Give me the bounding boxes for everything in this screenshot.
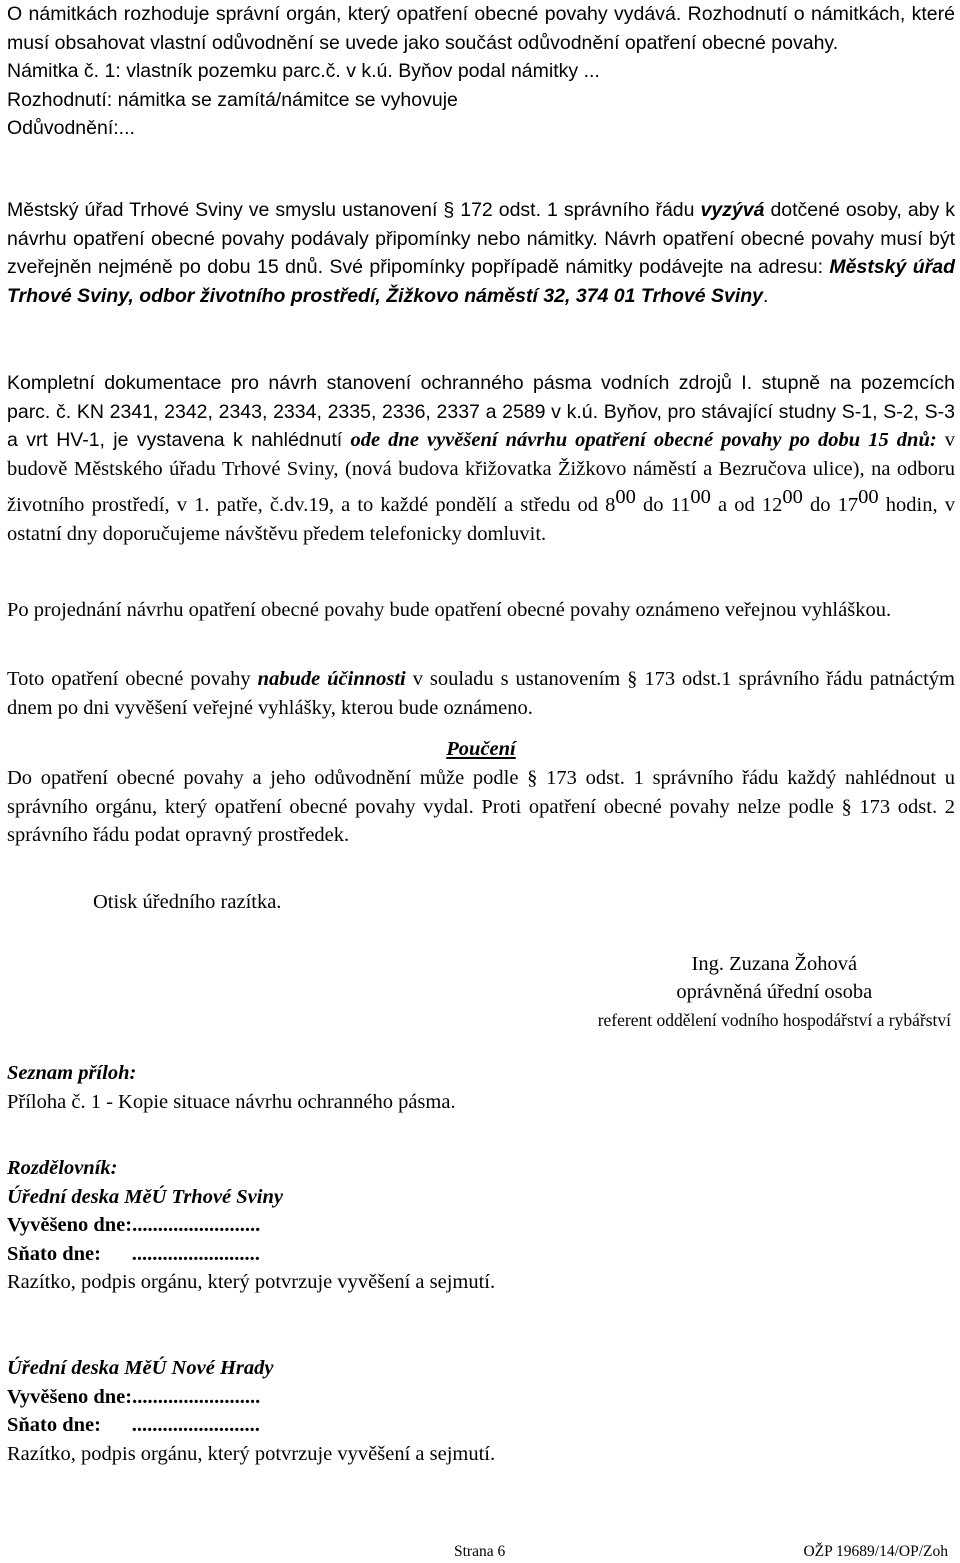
board-name: Úřední deska MěÚ Nové Hrady [7, 1357, 274, 1379]
publication-paragraph: Po projednání návrhu opatření obecné povahy bude opatření obecné povahy oznámeno veřejnou vyhláškou. [7, 599, 892, 621]
page-number: Strana 6 [454, 1543, 506, 1560]
stamp-note: Razítko, podpis orgánu, který potvrzuje vyvěšení a sejmutí. [7, 1271, 496, 1294]
text-run: do 11 [635, 494, 691, 517]
text-run: Městský úřad Trhové Sviny ve smyslu ustanovení § 172 odst. 1 správního řádu [7, 199, 701, 221]
attachments-section [7, 1059, 955, 1116]
distribution-board-2 [7, 1354, 955, 1468]
posted-date-line: Vyvěšeno dne:......................... [7, 1385, 261, 1408]
removed-date-line: Sňato dne: ......................... [7, 1414, 260, 1437]
text-run: hodin, v ostatní dny doporučujeme návštěvu předem telefonicky domluvit. [7, 494, 955, 545]
instruction-heading-text: Poučení [446, 738, 516, 760]
attachment-item: Příloha č. 1 - Kopie situace návrhu ochranného pásma. [7, 1090, 456, 1113]
removed-date-line: Sňato dne: ......................... [7, 1242, 260, 1265]
stamp-note: Razítko, podpis orgánu, který potvrzuje vyvěšení a sejmutí. [7, 1442, 496, 1465]
instruction-paragraph: Do opatření obecné povahy a jeho odůvodnění může podle § 173 odst. 1 správního řádu každý nahlédnout u správního orgánu, který opatření obecné povahy vydal. Proti opatření obecné povahy nelze podle § 173 odst. 2 správního řádu podat opravný prostředek. [7, 767, 955, 847]
objection-rules-paragraph: O námitkách rozhoduje správní orgán, který opatření obecné povahy vydává. Rozhodnutí o námitkách, které musí obsahovat vlastní odůvodnění se uvede jako součást odůvodnění opatření obecné povahy. [7, 3, 955, 54]
signer-department: referent oddělení vodního hospodářství a rybářství [597, 1010, 951, 1030]
posted-date-line: Vyvěšeno dne:......................... [7, 1214, 261, 1237]
signer-name: Ing. Zuzana Žohová [691, 953, 858, 975]
objection-line: Námitka č. 1: vlastník pozemku parc.č. v k.ú. Byňov podal námitky ... [7, 60, 600, 82]
emphasis-text: nabude účinnosti [257, 668, 406, 690]
effectiveness-paragraph [7, 665, 955, 722]
objection-block [7, 57, 955, 143]
signer-title: oprávněná úřední osoba [676, 981, 873, 1003]
distribution-section [7, 1154, 955, 1297]
documentation-paragraph [7, 369, 955, 549]
call-for-comments-paragraph [7, 196, 955, 310]
superscript: 00 [858, 486, 879, 509]
stamp-placeholder: Otisk úředního razítka. [93, 891, 282, 913]
text-run: v souladu s ustanovením § 173 odst.1 správního řádu patnáctým dnem po dni vyvěšení veřejné vyhlášky, kterou bude oznámeno. [7, 668, 955, 719]
instruction-heading [7, 735, 955, 764]
text-run: v budově Městského úřadu Trhové Sviny, (nová budova křižovatka Žižkovo náměstí a Bezručova ulice), na odboru životního prostředí, v 1. patře, č.dv.19, a to každé pondělí a středu od 8 [7, 429, 956, 517]
justification-line: Odůvodnění:... [7, 117, 135, 140]
emphasis-text: ode dne vyvěšení návrhu opatření obecné povahy po dobu 15 dnů: [350, 429, 937, 452]
text-run: . [763, 284, 769, 307]
document-reference: OŽP 19689/14/OP/Zoh [803, 1543, 948, 1560]
attachments-heading: Seznam příloh: [7, 1062, 137, 1084]
distribution-heading: Rozdělovník: [7, 1157, 118, 1179]
superscript: 00 [690, 486, 711, 509]
emphasis-text: vyzývá [700, 199, 765, 221]
superscript: 00 [615, 486, 636, 509]
text-run: Kompletní dokumentace pro návrh stanovení ochranného pásma vodních zdrojů I. stupně na pozemcích parc. č. KN 2341, 2342, 2343, 2334, 2335, 2336, 2337 a 2589 v k.ú. Byňov, pro stávající studny S-1, S-2, S-3 a vrt HV-1, je vystavena k nahlédnutí [7, 372, 955, 452]
decision-line: Rozhodnutí: námitka se zamítá/námitce se vyhovuje [7, 88, 458, 111]
text-run: do 17 [802, 494, 859, 517]
text-run: a od 12 [710, 494, 783, 517]
address-text: Městský úřad Trhové Sviny, odbor životního prostředí, Žižkovo náměstí 32, 374 01 Trhové Sviny [7, 256, 955, 307]
text-run: Toto opatření obecné povahy [7, 668, 258, 690]
superscript: 00 [782, 486, 803, 509]
board-name: Úřední deska MěÚ Trhové Sviny [7, 1185, 283, 1208]
signature-block [598, 950, 951, 1034]
text-run: dotčené osoby, aby k návrhu opatření obecné povahy podávaly připomínky nebo námitky. Návrh opatření obecné povahy musí být zveřejněn nejméně po dobu 15 dnů. Své připomínky popřípadě námitky podávejte na adresu: [7, 199, 955, 279]
